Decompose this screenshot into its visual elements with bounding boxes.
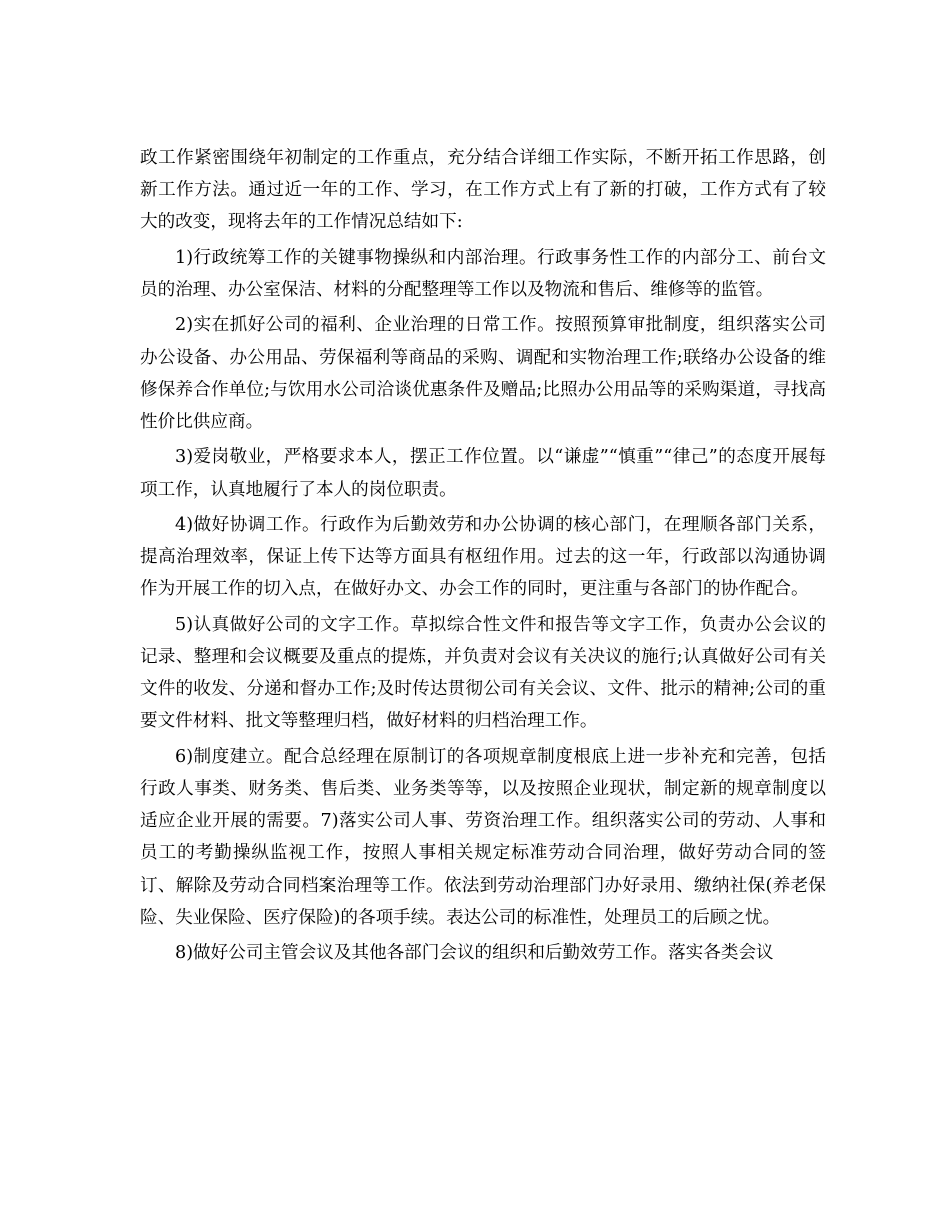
paragraph-intro: 政工作紧密围绕年初制定的工作重点，充分结合详细工作实际，不断开拓工作思路，创新工作方法。通过近一年的工作、学习，在工作方式上有了新的打破，工作方式有了较大的改变，现将去年的工作情况总结如下: (140, 148, 826, 233)
paragraph-item-6-7: 6)制度建立。配合总经理在原制订的各项规章制度根底上进一步补充和完善，包括行政人事类、财务类、售后类、业务类等等，以及按照企业现状，制定新的规章制度以适应企业开展的需要。7)落实公司人事、劳资治理工作。组织落实公司的劳动、人事和员工的考勤操纵监视工作，按照人事相关规定标准劳动合同治理，做好劳动合同的签订、解除及劳动合同档案治理等工作。依法到劳动治理部门办好录用、缴纳社保(养老保险、失业保险、医疗保险)的各项手续。表达公司的标准性，处理员工的后顾之忧。 (140, 746, 826, 928)
document-page (140, 142, 826, 973)
paragraph-item-2: 2)实在抓好公司的福利、企业治理的日常工作。按照预算审批制度，组织落实公司办公设备、办公用品、劳保福利等商品的采购、调配和实物治理工作;联络办公设备的维修保养合作单位;与饮用水公司洽谈优惠条件及赠品;比照办公用品等的采购渠道，寻找高性价比供应商。 (140, 315, 826, 432)
paragraph-item-8: 8)做好公司主管会议及其他各部门会议的组织和后勤效劳工作。落实各类会议 (175, 943, 774, 964)
paragraph-item-5: 5)认真做好公司的文字工作。草拟综合性文件和报告等文字工作，负责办公会议的记录、整理和会议概要及重点的提炼，并负责对会议有关决议的施行;认真做好公司有关文件的收发、分递和督办工作;及时传达贯彻公司有关会议、文件、批示的精神;公司的重要文件材料、批文等整理归档，做好材料的归档治理工作。 (140, 614, 826, 732)
paragraph-item-4: 4)做好协调工作。行政作为后勤效劳和办公协调的核心部门，在理顺各部门关系，提高治理效率，保证上传下达等方面具有枢纽作用。过去的这一年，行政部以沟通协调作为开展工作的切入点，在做好办文、办会工作的同时，更注重与各部门的协作配合。 (140, 514, 826, 600)
paragraph-item-1: 1)行政统筹工作的关键事物操纵和内部治理。行政事务性工作的内部分工、前台文员的治理、办公室保洁、材料的分配整理等工作以及物流和售后、维修等的监管。 (140, 247, 826, 300)
paragraph-item-3: 3)爱岗敬业，严格要求本人，摆正工作位置。以“谦虚”“慎重”“律己”的态度开展每项工作，认真地履行了本人的岗位职责。 (140, 447, 826, 500)
